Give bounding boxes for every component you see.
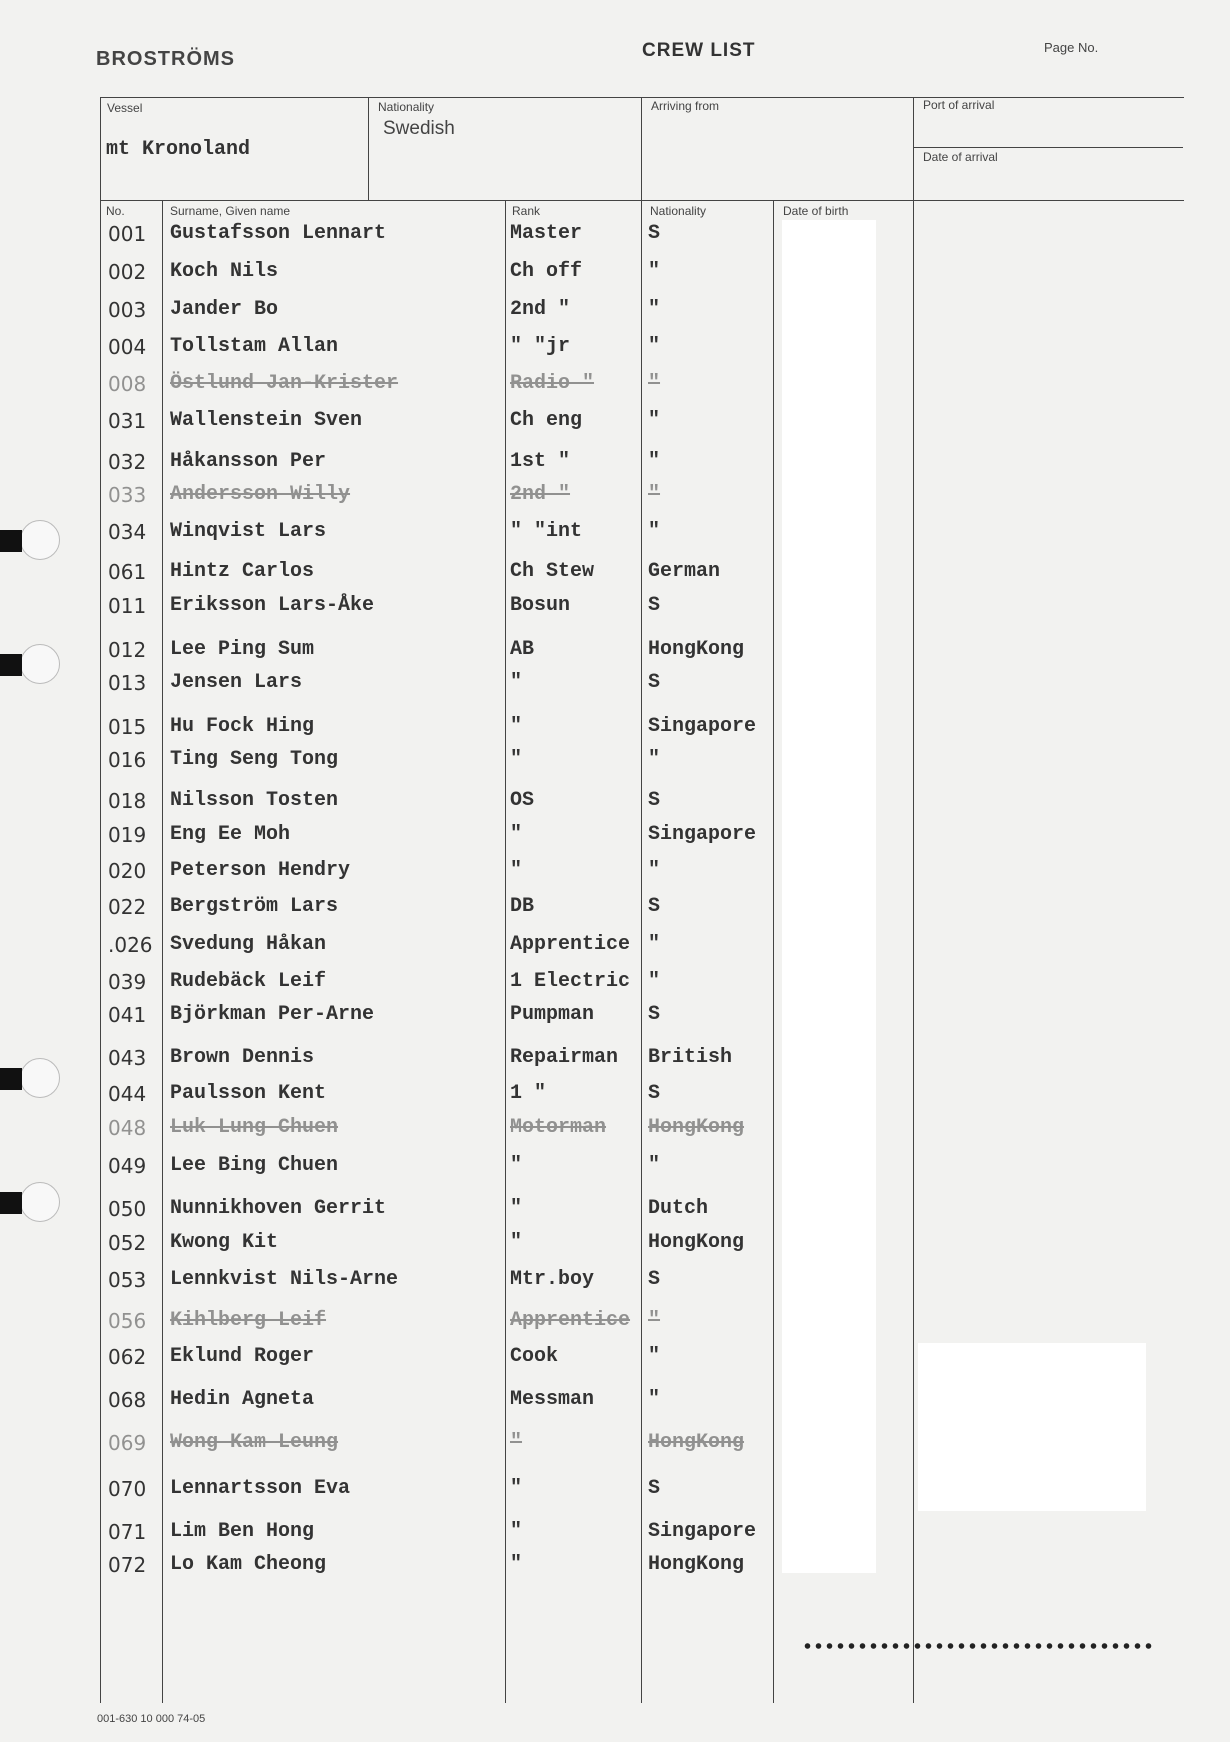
crew-name: Hintz Carlos <box>170 560 315 583</box>
crew-row <box>0 1227 1230 1261</box>
crew-row <box>0 819 1230 853</box>
crew-no: 008 <box>108 372 147 396</box>
crew-no: 018 <box>108 789 147 813</box>
crew-rank: Master <box>510 222 583 245</box>
crew-no: 052 <box>108 1231 147 1255</box>
crew-rank: Ch eng <box>510 409 583 432</box>
crew-nationality: HongKong <box>648 1431 745 1454</box>
crew-no: 056 <box>108 1309 147 1333</box>
crew-row <box>0 446 1230 480</box>
crew-nationality: S <box>648 1003 661 1026</box>
crew-row <box>0 1305 1230 1339</box>
dob-redaction <box>782 220 876 1573</box>
crew-no: 061 <box>108 560 147 584</box>
punch-hole <box>0 1058 40 1098</box>
crew-nationality: " <box>648 450 661 473</box>
crew-no: 043 <box>108 1046 147 1070</box>
col-header-nationality: Nationality <box>650 204 707 218</box>
crew-rank: Pumpman <box>510 1003 595 1026</box>
crew-name: Wallenstein Sven <box>170 409 363 432</box>
crew-rank: Bosun <box>510 594 571 617</box>
crew-rank: 1st " <box>510 450 571 473</box>
crew-nationality: British <box>648 1046 733 1069</box>
crew-nationality: S <box>648 1268 661 1291</box>
crew-rank: Apprentice <box>510 1309 631 1332</box>
crew-row <box>0 634 1230 668</box>
crew-nationality: " <box>648 260 661 283</box>
crew-nationality: " <box>648 483 661 506</box>
punch-hole <box>0 1182 40 1222</box>
crew-nationality: S <box>648 671 661 694</box>
crew-name: Winqvist Lars <box>170 520 327 543</box>
col-header-dob: Date of birth <box>783 204 849 218</box>
date-of-arrival-label: Date of arrival <box>923 150 998 164</box>
crew-nationality: HongKong <box>648 638 745 661</box>
crew-name: Kwong Kit <box>170 1231 279 1254</box>
crew-row <box>0 1264 1230 1298</box>
crew-name: Eriksson Lars-Åke <box>170 594 375 617</box>
form-code: 001-630 10 000 74-05 <box>97 1713 206 1725</box>
crew-rank: " <box>510 1231 523 1254</box>
crew-no: 062 <box>108 1345 147 1369</box>
crew-row <box>0 744 1230 778</box>
crew-nationality: S <box>648 895 661 918</box>
crew-rank: AB <box>510 638 535 661</box>
crew-nationality: " <box>648 1345 661 1368</box>
crew-nationality: Singapore <box>648 715 757 738</box>
crew-row <box>0 891 1230 925</box>
crew-no: 033 <box>108 483 147 507</box>
crew-row <box>0 1516 1230 1550</box>
crew-name: Tollstam Allan <box>170 335 339 358</box>
crew-rank: Ch off <box>510 260 583 283</box>
crew-row <box>0 1042 1230 1076</box>
crew-rank: " <box>510 823 523 846</box>
crew-name: Hedin Agneta <box>170 1388 315 1411</box>
crew-rank: " "jr <box>510 335 571 358</box>
crew-row <box>0 1150 1230 1184</box>
crew-rank: " <box>510 1477 523 1500</box>
company-logo <box>96 48 235 71</box>
crew-rank: " <box>510 671 523 694</box>
dotted-line <box>802 1641 1152 1651</box>
crew-name: Ting Seng Tong <box>170 748 339 771</box>
crew-row <box>0 1112 1230 1146</box>
nationality-value: Swedish <box>383 118 455 139</box>
crew-nationality: Dutch <box>648 1197 709 1220</box>
crew-nationality: " <box>648 335 661 358</box>
crew-name: Koch Nils <box>170 260 279 283</box>
crew-nationality: " <box>648 298 661 321</box>
crew-row <box>0 331 1230 365</box>
crew-row <box>0 667 1230 701</box>
crew-no: 048 <box>108 1116 147 1140</box>
crew-nationality: HongKong <box>648 1553 745 1576</box>
crew-rank: 1 Electric <box>510 970 631 993</box>
crew-row <box>0 256 1230 290</box>
crew-name: Jensen Lars <box>170 671 303 694</box>
crew-no: .026 <box>108 933 153 957</box>
vessel-label: Vessel <box>107 101 143 115</box>
crew-no: 069 <box>108 1431 147 1455</box>
crew-nationality: S <box>648 1477 661 1500</box>
crew-no: 016 <box>108 748 147 772</box>
col-header-no: No. <box>106 204 125 218</box>
crew-name: Kihlberg Leif <box>170 1309 327 1332</box>
crew-nationality: S <box>648 594 661 617</box>
crew-no: 050 <box>108 1197 147 1221</box>
crew-no: 072 <box>108 1553 147 1577</box>
crew-nationality: " <box>648 1309 661 1332</box>
crew-nationality: " <box>648 372 661 395</box>
crew-rank: Motorman <box>510 1116 607 1139</box>
crew-rank: " <box>510 1431 523 1454</box>
crew-no: 070 <box>108 1477 147 1501</box>
crew-nationality: S <box>648 1082 661 1105</box>
page-number-label: Page No. <box>1044 40 1099 55</box>
crew-name: Jander Bo <box>170 298 279 321</box>
crew-rank: " <box>510 1520 523 1543</box>
crew-name: Gustafsson Lennart <box>170 222 387 245</box>
vessel-value: mt Kronoland <box>106 138 251 161</box>
crew-name: Peterson Hendry <box>170 859 351 882</box>
crew-nationality: S <box>648 789 661 812</box>
crew-nationality: " <box>648 970 661 993</box>
crew-rank: " <box>510 1197 523 1220</box>
crew-name: Lee Ping Sum <box>170 638 315 661</box>
crew-row <box>0 1193 1230 1227</box>
crew-no: 004 <box>108 335 147 359</box>
crew-rank: " "int <box>510 520 583 543</box>
page-title: CREW LIST <box>642 40 756 61</box>
crew-name: Hu Fock Hing <box>170 715 315 738</box>
crew-row <box>0 999 1230 1033</box>
crew-rank: DB <box>510 895 535 918</box>
port-of-arrival-label: Port of arrival <box>923 98 995 112</box>
crew-no: 003 <box>108 298 147 322</box>
company-logo-text: BROSTRÖMS <box>96 48 235 70</box>
crew-rank: Radio " <box>510 372 595 395</box>
crew-rank: Repairman <box>510 1046 619 1069</box>
crew-row <box>0 929 1230 963</box>
arriving-from-label: Arriving from <box>651 99 720 113</box>
crew-nationality: German <box>648 560 721 583</box>
crew-row <box>0 516 1230 550</box>
crew-row <box>0 785 1230 819</box>
crew-nationality: " <box>648 1388 661 1411</box>
crew-row <box>0 294 1230 328</box>
crew-rank: Messman <box>510 1388 595 1411</box>
crew-name: Lim Ben Hong <box>170 1520 315 1543</box>
crew-name: Andersson Willy <box>170 483 351 506</box>
crew-name: Brown Dennis <box>170 1046 315 1069</box>
nationality-label: Nationality <box>378 100 435 114</box>
col-header-name: Surname, Given name <box>170 204 291 218</box>
crew-name: Svedung Håkan <box>170 933 327 956</box>
crew-no: 039 <box>108 970 147 994</box>
crew-no: 049 <box>108 1154 147 1178</box>
crew-nationality: " <box>648 933 661 956</box>
crew-name: Paulsson Kent <box>170 1082 327 1105</box>
crew-name: Rudebäck Leif <box>170 970 327 993</box>
crew-rank: " <box>510 859 523 882</box>
col-header-rank: Rank <box>512 204 541 218</box>
crew-no: 022 <box>108 895 147 919</box>
crew-name: Nunnikhoven Gerrit <box>170 1197 387 1220</box>
crew-row <box>0 1078 1230 1112</box>
crew-no: 013 <box>108 671 147 695</box>
crew-row <box>0 711 1230 745</box>
crew-nationality: " <box>648 520 661 543</box>
crew-nationality: HongKong <box>648 1116 745 1139</box>
crew-row <box>0 590 1230 624</box>
crew-no: 032 <box>108 450 147 474</box>
crew-no: 019 <box>108 823 147 847</box>
crew-rank: Mtr.boy <box>510 1268 595 1291</box>
crew-nationality: " <box>648 409 661 432</box>
crew-rank: 1 " <box>510 1082 547 1105</box>
crew-no: 020 <box>108 859 147 883</box>
crew-rank: Cook <box>510 1345 559 1368</box>
crew-row <box>0 368 1230 402</box>
crew-name: Lo Kam Cheong <box>170 1553 327 1576</box>
crew-name: Luk Lung Chuen <box>170 1116 339 1139</box>
crew-no: 002 <box>108 260 147 284</box>
crew-row <box>0 966 1230 1000</box>
crew-rank: Apprentice <box>510 933 631 956</box>
punch-hole <box>0 520 40 560</box>
crew-no: 041 <box>108 1003 147 1027</box>
crew-name: Lee Bing Chuen <box>170 1154 339 1177</box>
crew-row <box>0 556 1230 590</box>
crew-nationality: " <box>648 1154 661 1177</box>
crew-rank: " <box>510 1553 523 1576</box>
crew-rank: Ch Stew <box>510 560 595 583</box>
crew-row <box>0 1549 1230 1583</box>
crew-name: Lennartsson Eva <box>170 1477 351 1500</box>
crew-nationality: Singapore <box>648 823 757 846</box>
crew-name: Wong Kam Leung <box>170 1431 339 1454</box>
crew-name: Björkman Per-Arne <box>170 1003 375 1026</box>
crew-row <box>0 855 1230 889</box>
crew-name: Eklund Roger <box>170 1345 315 1368</box>
crew-name: Nilsson Tosten <box>170 789 339 812</box>
crew-rank: " <box>510 748 523 771</box>
crew-no: 034 <box>108 520 147 544</box>
crew-name: Östlund Jan-Krister <box>170 372 399 395</box>
crew-no: 068 <box>108 1388 147 1412</box>
crew-row <box>0 479 1230 513</box>
crew-nationality: " <box>648 748 661 771</box>
crew-no: 071 <box>108 1520 147 1544</box>
crew-rank: " <box>510 1154 523 1177</box>
stamp-redaction <box>918 1343 1146 1511</box>
crew-no: 053 <box>108 1268 147 1292</box>
crew-rank: " <box>510 715 523 738</box>
crew-name: Håkansson Per <box>170 450 327 473</box>
crew-no: 012 <box>108 638 147 662</box>
crew-name: Eng Ee Moh <box>170 823 291 846</box>
crew-nationality: S <box>648 222 661 245</box>
crew-rank: 2nd " <box>510 298 571 321</box>
crew-nationality: HongKong <box>648 1231 745 1254</box>
crew-no: 011 <box>108 594 147 618</box>
crew-no: 031 <box>108 409 147 433</box>
crew-row <box>0 405 1230 439</box>
crew-name: Lennkvist Nils-Arne <box>170 1268 399 1291</box>
crew-row <box>0 218 1230 252</box>
crew-name: Bergström Lars <box>170 895 339 918</box>
crew-rank: 2nd " <box>510 483 571 506</box>
crew-no: 001 <box>108 222 147 246</box>
crew-no: 015 <box>108 715 147 739</box>
crew-nationality: " <box>648 859 661 882</box>
punch-hole <box>0 644 40 684</box>
crew-no: 044 <box>108 1082 147 1106</box>
crew-rank: OS <box>510 789 535 812</box>
crew-nationality: Singapore <box>648 1520 757 1543</box>
